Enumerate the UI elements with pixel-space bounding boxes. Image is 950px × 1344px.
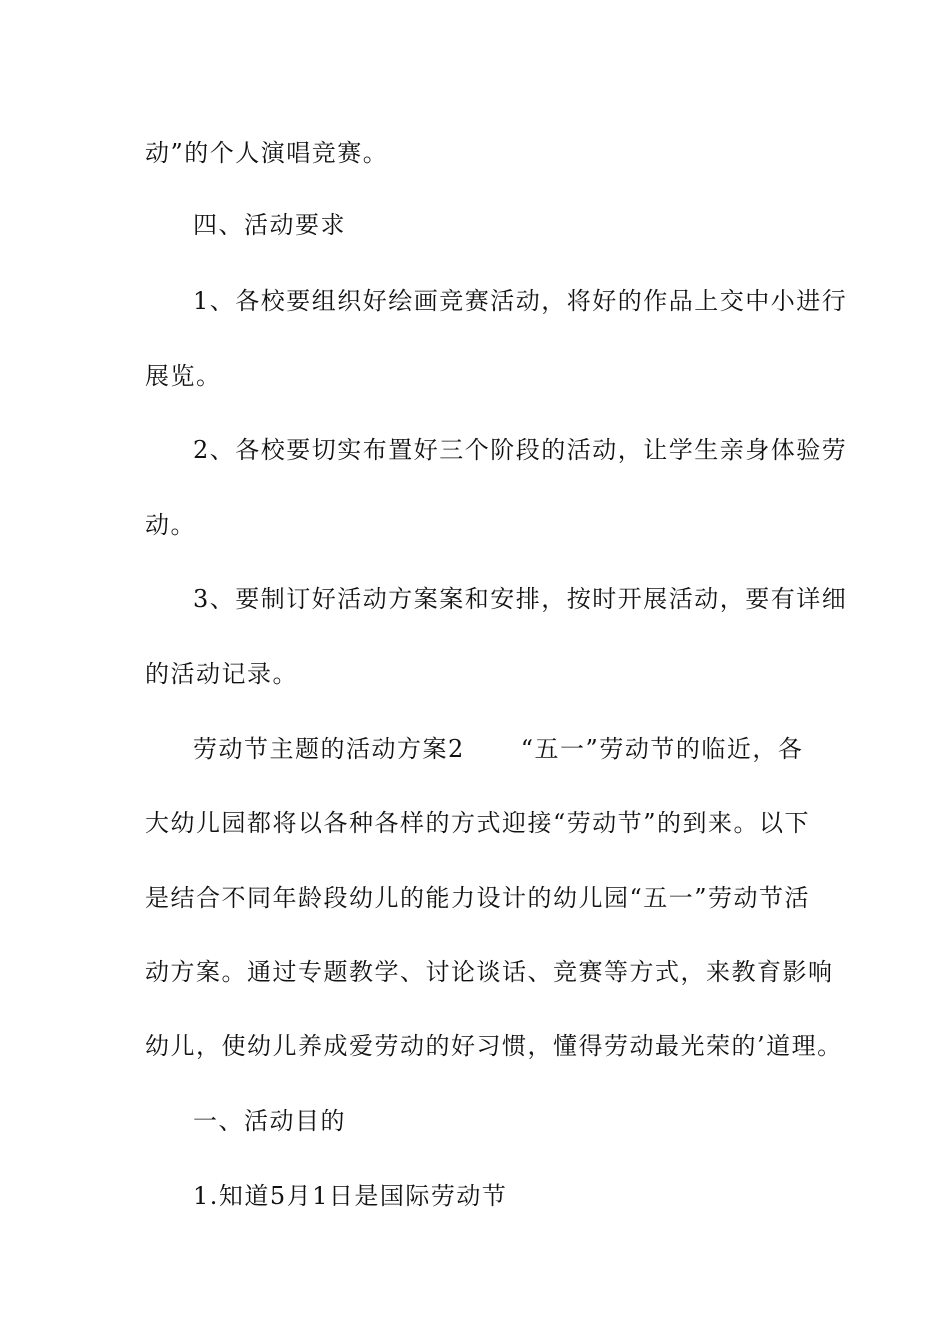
text-line: 的活动记录。: [145, 660, 298, 688]
text-line: 2、各校要切实布置好三个阶段的活动，让学生亲身体验劳: [193, 436, 848, 464]
section-title-line: [193, 734, 863, 764]
text-line: 动”的个人演唱竞赛。: [145, 139, 389, 167]
text-line: 1.知道5月1日是国际劳动节: [193, 1182, 508, 1210]
text-line: 3、要制订好活动方案案和安排，按时开展活动，要有详细: [193, 585, 848, 613]
section-lead: “五一”劳动节的临近，各: [520, 735, 804, 763]
section-title: 劳动节主题的活动方案2: [193, 735, 465, 763]
text-line: 动。: [145, 511, 196, 539]
text-line: 1、各校要组织好绘画竞赛活动，将好的作品上交中小进行: [193, 287, 848, 315]
section-heading: 四、活动要求: [193, 211, 346, 239]
section-heading: 一、活动目的: [193, 1107, 346, 1135]
text-line: 大幼儿园都将以各种各样的方式迎接“劳动节”的到来。以下: [145, 809, 811, 837]
text-line: 动方案。通过专题教学、讨论谈话、竞赛等方式，来教育影响: [145, 958, 834, 986]
text-line: 是结合不同年龄段幼儿的能力设计的幼儿园“五一”劳动节活: [145, 884, 811, 912]
text-line: 幼儿，使幼儿养成爱劳动的好习惯，懂得劳动最光荣的’道理。: [145, 1032, 843, 1060]
text-line: 展览。: [145, 362, 222, 390]
